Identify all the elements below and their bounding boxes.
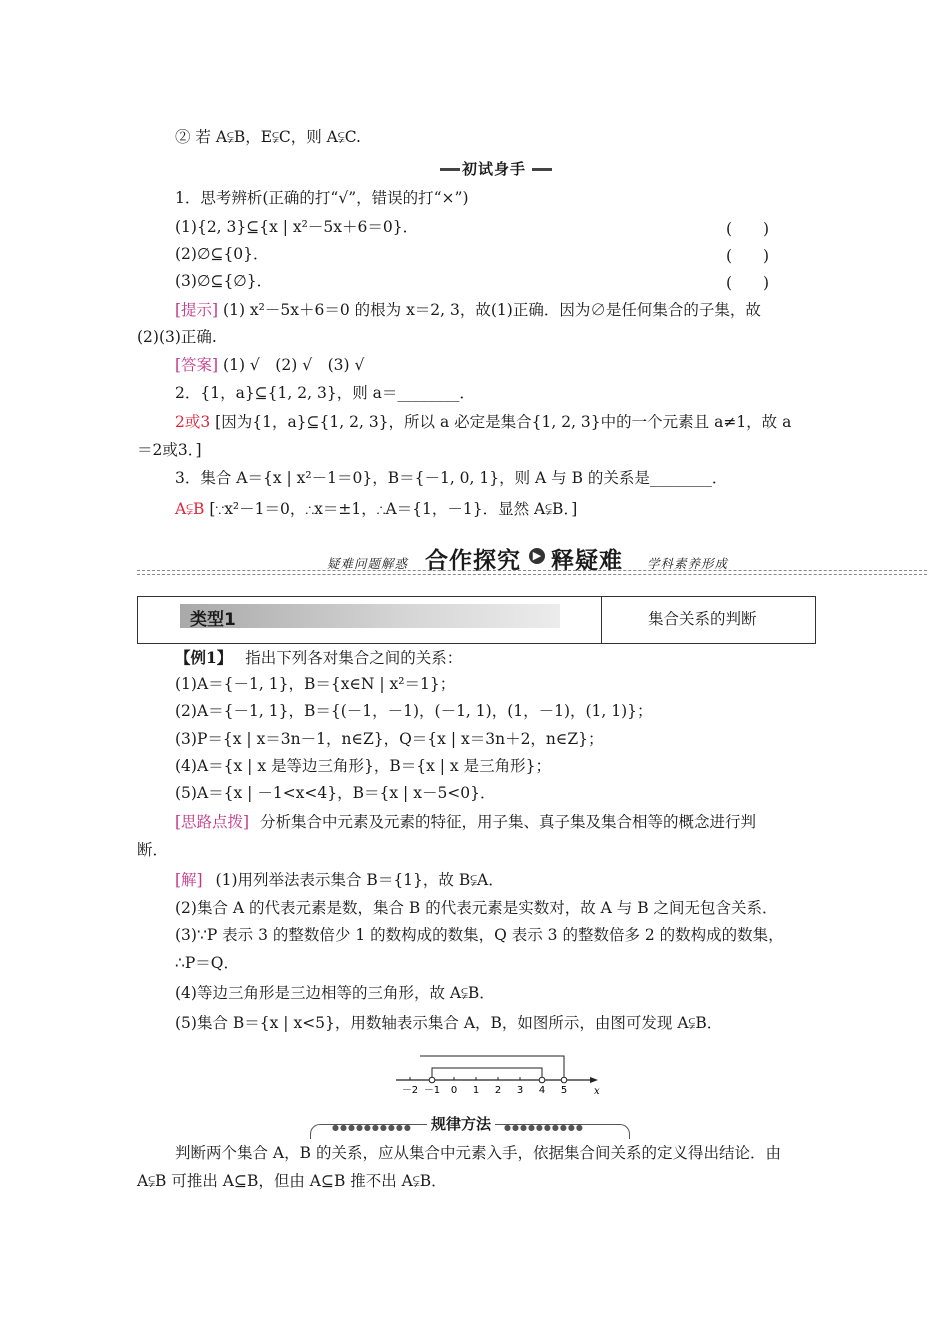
type-badge-label: 类型1 <box>190 610 236 630</box>
q1-hint-line-1 <box>175 300 761 320</box>
example-heading <box>175 648 462 668</box>
tick-label: 4 <box>538 1085 546 1096</box>
q1-item-1: (1){2, 3}⊆{x | x²－5x＋6＝0}． <box>175 218 419 236</box>
tick-label: 0 <box>450 1085 458 1096</box>
number-line-figure <box>390 1046 610 1104</box>
q1-prompt: 1．思考辨析(正确的打“√”，错误的打“×”) <box>175 189 469 207</box>
q1-item-3: (3)∅⊆{∅}． <box>175 272 273 290</box>
solution-line: (2)集合 A 的代表元素是数，集合 B 的代表元素是实数对，故 A 与 B 之间无包含关系． <box>175 899 778 917</box>
example-item: (1)A＝{－1, 1}，B＝{x∈N | x²＝1}； <box>175 675 456 693</box>
tick-label: 2 <box>494 1085 502 1096</box>
guide-tag: [思路点拨] <box>175 813 250 831</box>
trial-section-title: 初试身手 <box>462 160 527 178</box>
open-endpoint <box>429 1077 435 1083</box>
q1-answer-line <box>175 355 364 375</box>
set-A-bracket <box>432 1068 542 1080</box>
open-endpoint <box>539 1077 545 1083</box>
q3-answer-line <box>175 499 577 519</box>
section-banner <box>137 540 927 580</box>
q1-item-3-answer-blank: ( ) <box>726 274 770 292</box>
q1-item-1-answer-blank: ( ) <box>726 220 770 238</box>
q2-answer-value: 2或3 <box>175 413 211 431</box>
intro-line: ② 若 A⫋B，E⫋C，则 A⫋C. <box>175 128 361 146</box>
q2-answer-explanation: [因为{1，a}⊆{1, 2, 3}，所以 a 必定是集合{1, 2, 3}中的一个元素且 a≠1，故 a <box>215 413 792 431</box>
q3-answer-value: A⫋B <box>175 500 205 518</box>
heading-bar-right <box>532 168 552 171</box>
tick-label: 3 <box>516 1085 524 1096</box>
banner-arrow-icon: ▶ <box>529 548 545 564</box>
solution-line: ∴P＝Q． <box>175 954 239 972</box>
dots-right: ●●●●●●●●●● <box>504 1123 584 1132</box>
hint-text: (1) x²－5x＋6＝0 的根为 x＝2, 3，故(1)正确．因为∅是任何集合的子集，故 <box>223 301 761 319</box>
set-brackets <box>420 1056 567 1083</box>
axis-label: x <box>594 1086 600 1097</box>
solution-line: (4)等边三角形是三边相等的三角形，故 A⫋B． <box>175 984 495 1002</box>
solution-tag: [解] <box>175 871 203 889</box>
heading-bar-left <box>440 168 460 171</box>
banner-right-caption: 学科素养形成 <box>647 556 729 571</box>
method-label: 规律方法 <box>427 1113 495 1134</box>
banner-divider-top <box>137 570 927 571</box>
q1-hint-line-2: (2)(3)正确. <box>137 328 217 346</box>
tick-label: －2 <box>401 1085 419 1096</box>
q3-answer-explanation: [∵x²－1＝0，∴x＝±1，∴A＝{1，－1}．显然 A⫋B．] <box>209 500 578 518</box>
banner-title-a: 合作探究 <box>425 548 521 574</box>
dots-left: ●●●●●●●●●● <box>332 1123 412 1132</box>
q2-prompt: 2．{1，a}⊆{1, 2, 3}，则 a＝________． <box>175 384 475 402</box>
table-divider <box>601 597 602 643</box>
guide-line-1 <box>175 812 756 832</box>
method-line-2: A⫋B 可推出 A⊆B，但由 A⊆B 推不出 A⫋B． <box>137 1172 447 1190</box>
trial-section-heading <box>440 158 552 180</box>
example-tag: 【例1】 <box>175 648 233 667</box>
tick-label: 5 <box>560 1085 568 1096</box>
example-item: (5)A＝{x | －1<x<4}，B＝{x | x－5<0}． <box>175 784 496 802</box>
method-line-1: 判断两个集合 A，B 的关系，应从集合中元素入手，依据集合间关系的定义得出结论．由 <box>175 1144 781 1162</box>
example-item: (2)A＝{－1, 1}，B＝{(－1，－1)，(－1, 1)，(1，－1)，(1, 1)}； <box>175 702 653 720</box>
type-table <box>137 596 816 644</box>
solution-text: (1)用列举法表示集合 B＝{1}，故 B⫋A． <box>215 871 504 889</box>
type-badge <box>180 604 560 628</box>
tick-label: 1 <box>472 1085 480 1096</box>
example-item: (3)P＝{x | x＝3n－1，n∈Z}，Q＝{x | x＝3n＋2，n∈Z}； <box>175 730 604 748</box>
example-item: (4)A＝{x | x 是等边三角形}，B＝{x | x 是三角形}； <box>175 757 551 775</box>
method-heading <box>310 1112 630 1138</box>
q1-item-2-answer-blank: ( ) <box>726 247 770 265</box>
tick-label: －1 <box>423 1085 441 1096</box>
solution-line: (3)∵P 表示 3 的整数倍少 1 的数构成的数集，Q 表示 3 的整数倍多 2 的数构成的数集， <box>175 926 784 944</box>
banner-left-caption: 疑难问题解惑 <box>327 556 409 571</box>
axis-arrow-icon <box>590 1077 598 1083</box>
open-endpoint <box>561 1077 567 1083</box>
banner-title-b: 释疑难 <box>551 548 623 574</box>
hint-tag: [提示] <box>175 301 219 319</box>
guide-text: 分析集合中元素及元素的特征，用子集、真子集及集合相等的概念进行判 <box>260 813 757 831</box>
q1-item-2: (2)∅⊆{0}． <box>175 245 269 263</box>
q3-prompt: 3．集合 A＝{x | x²－1＝0}，B＝{－1, 0, 1}，则 A 与 B 的关系是________． <box>175 469 728 487</box>
solution-line <box>175 870 504 890</box>
q2-answer-line-1 <box>175 412 791 432</box>
type-topic: 集合关系的判断 <box>648 610 757 628</box>
solution-line: (5)集合 B＝{x | x<5}，用数轴表示集合 A，B，如图所示，由图可发现 A⫋B． <box>175 1014 723 1032</box>
answer-tag: [答案] <box>175 356 219 374</box>
q2-answer-line-2: ＝2或3．] <box>137 441 202 459</box>
guide-line-2: 断． <box>137 841 169 859</box>
answer-text: (1) √ (2) √ (3) √ <box>223 356 365 374</box>
banner-divider-bottom <box>137 574 927 575</box>
example-prompt: 指出下列各对集合之间的关系： <box>245 649 463 667</box>
